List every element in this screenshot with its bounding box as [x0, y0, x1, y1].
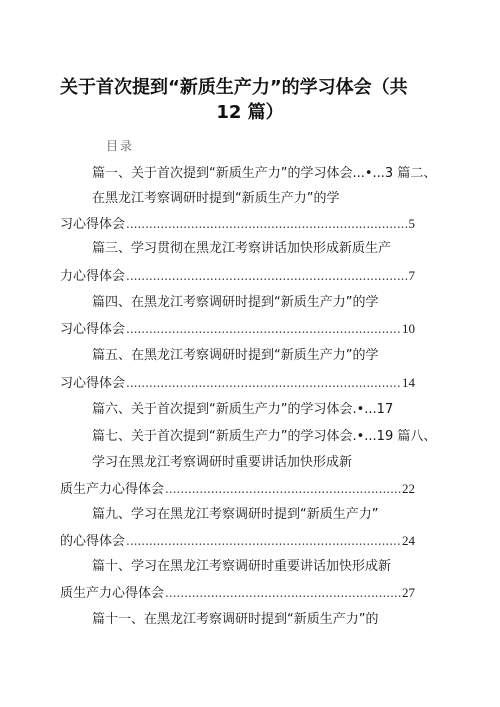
- leader-dots: [126, 268, 407, 284]
- toc-entry-4-leader[interactable]: [60, 321, 415, 338]
- toc-entry-5-line[interactable]: 篇五、在黑龙江考察调研时提到“新质生产力”的学: [92, 348, 379, 363]
- toc-entry-10-label: 质生产力心得体会: [60, 586, 165, 601]
- toc-entry-3-page: 7: [408, 268, 415, 283]
- toc-entry-9-page: 24: [402, 533, 415, 548]
- toc-entry-10-line[interactable]: 篇十、学习在黑龙江考察调研时重要讲话加快形成新: [92, 559, 392, 574]
- toc-entry-8-leader[interactable]: [60, 481, 415, 498]
- toc-entry-4-label: 习心得体会: [60, 322, 126, 337]
- toc-entry-9-label: 的心得体会: [60, 534, 126, 549]
- leader-dots: [126, 321, 401, 337]
- toc-entry-3-label: 力心得体会: [60, 269, 126, 284]
- toc-entry-11-line[interactable]: 篇十一、在黑龙江考察调研时提到“新质生产力”的: [92, 612, 379, 627]
- toc-entry-7-line[interactable]: 篇七、关于首次提到“新质生产力”的学习体会.•...19 篇八、: [92, 429, 437, 444]
- toc-entry-8-page: 22: [402, 481, 415, 496]
- toc-entry-2-page: 5: [408, 216, 415, 231]
- document-title-line-2: 12 篇）: [216, 102, 284, 123]
- toc-entry-2-label: 习心得体会: [60, 217, 126, 232]
- leader-dots: [126, 375, 401, 391]
- document-title-line-1: 关于首次提到“新质生产力”的学习体会（共: [60, 77, 408, 98]
- toc-entry-8-line[interactable]: 学习在黑龙江考察调研时重要讲话加快形成新: [92, 455, 353, 470]
- leader-dots: [126, 533, 401, 549]
- toc-entry-9-line[interactable]: 篇九、学习在黑龙江考察调研时提到“新质生产力”: [92, 507, 379, 522]
- toc-entry-10-page: 27: [402, 585, 415, 600]
- toc-entry-5-label: 习心得体会: [60, 376, 126, 391]
- leader-dots: [126, 216, 407, 232]
- toc-entry-2-leader[interactable]: [60, 216, 415, 233]
- leader-dots: [165, 585, 401, 601]
- leader-dots: [165, 481, 401, 497]
- toc-entry-6-line[interactable]: 篇六、关于首次提到“新质生产力”的学习体会.•...17: [92, 402, 394, 417]
- toc-entry-3-leader[interactable]: [60, 268, 415, 285]
- toc-entry-3-line[interactable]: 篇三、学习贯彻在黑龙江考察讲话加快形成新质生产: [92, 241, 392, 256]
- toc-entry-4-page: 10: [402, 321, 415, 336]
- toc-entry-4-line[interactable]: 篇四、在黑龙江考察调研时提到“新质生产力”的学: [92, 295, 379, 310]
- toc-entry-1-line[interactable]: 篇一、关于首次提到“新质生产力”的学习体会...•...3 篇二、: [92, 166, 437, 181]
- toc-entry-5-page: 14: [402, 375, 415, 390]
- toc-heading: 目录: [106, 139, 135, 153]
- toc-entry-5-leader[interactable]: [60, 375, 415, 392]
- toc-entry-9-leader[interactable]: [60, 533, 415, 550]
- toc-entry-8-label: 质生产力心得体会: [60, 482, 165, 497]
- toc-entry-2-line[interactable]: 在黑龙江考察调研时提到“新质生产力”的学: [92, 191, 340, 206]
- toc-entry-10-leader[interactable]: [60, 585, 415, 602]
